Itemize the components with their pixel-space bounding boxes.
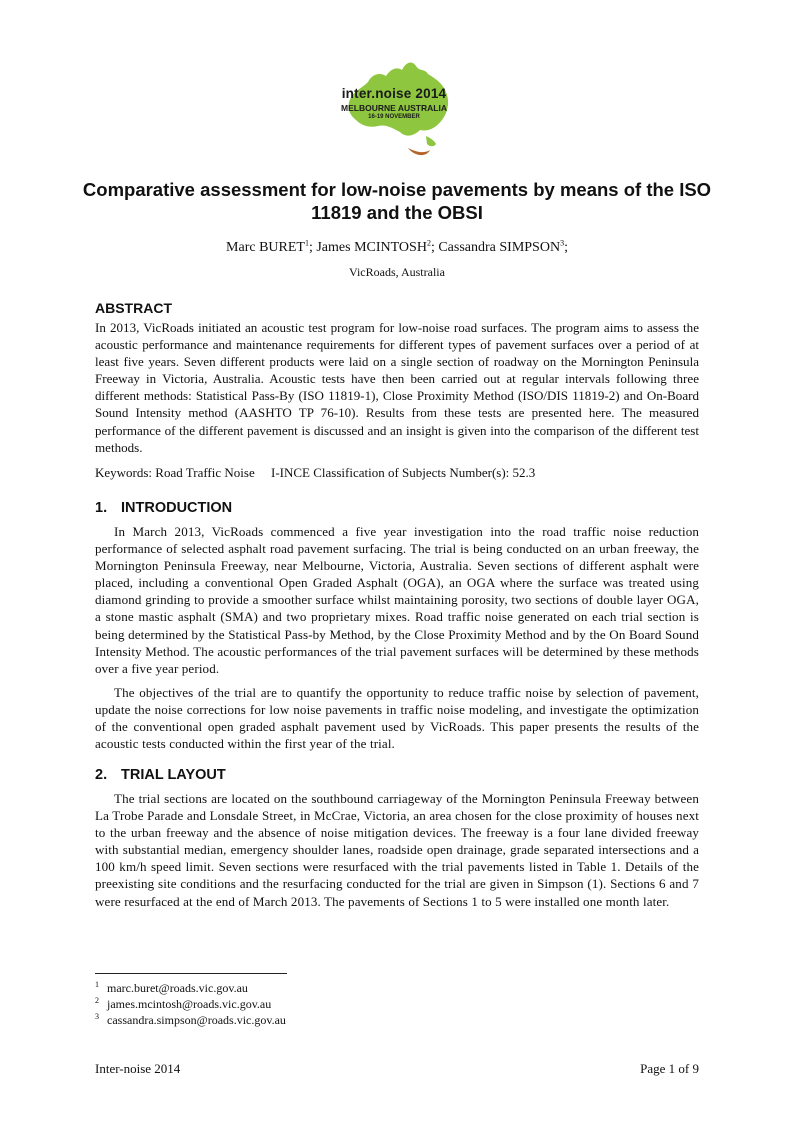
- author-footnote-mark: 3: [560, 238, 565, 248]
- section-number: 1.: [95, 500, 108, 516]
- footnote-mark: 3: [95, 1012, 99, 1021]
- author-name: Cassandra SIMPSON: [438, 240, 561, 255]
- footnote-email[interactable]: james.mcintosh@roads.vic.gov.au: [107, 997, 272, 1011]
- conference-logo: [330, 48, 458, 162]
- section-number: 2.: [95, 767, 108, 783]
- author-footnote-mark: 1: [304, 238, 309, 248]
- footnote: [95, 1012, 286, 1028]
- body-paragraph: In March 2013, VicRoads commenced a five year investigation into the road traffic noise reduction performance of selected asphalt road pavement surfacing. The trial is being conducted on an urban freeway, the Mornington Peninsula Freeway, near Melbourne, Victoria, Australia. Seven sections of different asphalt were placed, including a conventional Open Graded Asphalt (OGA), an OGA where the surface was treated using diamond grinding to provide a smoother surface whilst maintaining porosity, two sections of double layer OGA, a stone mastic asphalt (SMA) and two proprietary mixes. Road traffic noise generated on each trial section is being determined by the Statistical Pass-by Method, by the Close Proximity Method and by the On Board Sound Intensity Method. The acoustic performances of the trial pavement surfaces will be determined by these methods over a five year period.: [95, 524, 699, 676]
- author-footnote-mark: 2: [426, 238, 431, 248]
- affiliation: VicRoads, Australia: [349, 265, 445, 279]
- footnote-mark: 2: [95, 996, 99, 1005]
- keywords-line: [95, 465, 535, 481]
- logo-subtitle: MELBOURNE AUSTRALIA: [341, 103, 447, 113]
- footnote-mark: 1: [95, 980, 99, 989]
- footer-conference: Inter-noise 2014: [95, 1061, 181, 1076]
- classification: I-INCE Classification of Subjects Number(s): 52.3: [270, 465, 536, 480]
- author-name: James MCINTOSH: [316, 240, 427, 255]
- logo-title: inter.noise 2014: [341, 86, 447, 101]
- section-heading: [95, 767, 226, 783]
- paper-title: Comparative assessment for low-noise pavements by means of the ISO 11819 and the OBSI: [82, 179, 712, 223]
- body-paragraph: The objectives of the trial are to quantify the opportunity to reduce traffic noise by selection of pavement, update the noise corrections for low noise pavements in traffic noise modeling, and investigate the optimization of the conventional open graded asphalt pavement used by VicRoads. This paper presents the results of the acoustic tests conducted within the first year of the trial.: [95, 685, 699, 752]
- footnote: [95, 980, 286, 996]
- author-name: Marc BURET: [226, 240, 305, 255]
- footnote-email[interactable]: marc.buret@roads.vic.gov.au: [107, 981, 248, 995]
- section-title: INTRODUCTION: [121, 500, 233, 516]
- section-title: TRIAL LAYOUT: [121, 767, 226, 783]
- footnote-email[interactable]: cassandra.simpson@roads.vic.gov.au: [107, 1013, 286, 1027]
- page-number: Page 1 of 9: [640, 1061, 699, 1076]
- author-list: Marc BURET$^1$; James MCINTOSH$^2$; Cassandra SIMPSON$^3$;: [226, 238, 568, 255]
- footnote: [95, 996, 286, 1012]
- keywords-label: Keywords: Road Traffic Noise: [95, 465, 255, 480]
- abstract-text: In 2013, VicRoads initiated an acoustic test program for low-noise road surfaces. The program aims to assess the acoustic performance and maintenance requirements for different types of pavement surfaces over a period of at least five years. Seven different products were laid on a single section of roadway on the Mornington Peninsula Freeway in Victoria, Australia. Acoustic tests have then been carried out at regular intervals following three different methods: Statistical Pass-By (ISO 11819-1), Close Proximity Method (ISO/DIS 11819-2) and On-Board Sound Intensity method (AASHTO TP 76-10). Results from these tests are presented here. The measured performance of the different pavement is discussed and an insight is given into the comparison of the different test methods.: [95, 320, 699, 455]
- body-paragraph: The trial sections are located on the southbound carriageway of the Mornington Peninsula Freeway between La Trobe Parade and Lonsdale Street, in McCrae, Victoria, an area chosen for the close proximity of houses next to the urban freeway and the absence of noise mitigation devices. The freeway is a four lane divided freeway with substantial median, emergency shoulder lanes, roadside open drainage, grade separated intersections and a 100 km/h speed limit. Seven sections were resurfaced with the trial pavements listed in Table 1. Details of the preexisting site conditions and the resurfacing conducted for the trial are given in Simpson (1). Sections 6 and 7 were resurfaced at the end of March 2013. The pavements of Sections 1 to 5 were installed one month later.: [95, 791, 699, 909]
- abstract-heading: ABSTRACT: [95, 300, 172, 316]
- footnotes: [95, 980, 286, 1028]
- section-heading: [95, 500, 232, 516]
- logo-dates: 16-19 NOVEMBER: [368, 114, 420, 120]
- footnote-divider: [95, 973, 287, 974]
